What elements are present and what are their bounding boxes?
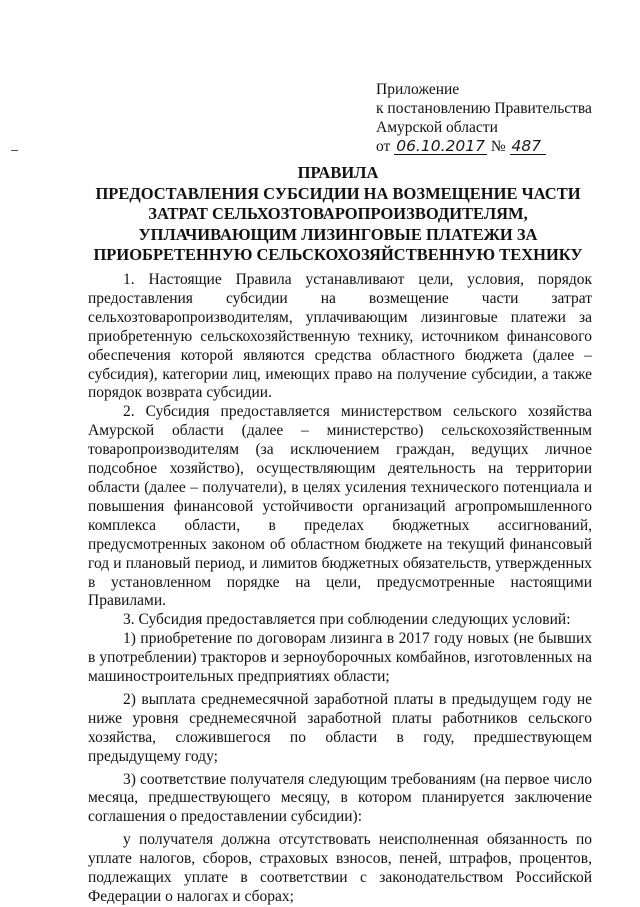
handwritten-number: 487 [510, 138, 546, 155]
title-line: ПРЕДОСТАВЛЕНИЯ СУБСИДИИ НА ВОЗМЕЩЕНИЕ ЧАСТИ [95, 183, 581, 203]
appendix-date-number [376, 137, 616, 156]
appendix-label: Приложение [376, 81, 460, 98]
condition-3: 3) соответствие получателя следующим требованиям (на первое число месяца, предшествующего месяцу, в котором планируется заключение соглашения о предоставлении субсидии): [88, 770, 592, 826]
title-line: ЗАТРАТ СЕЛЬХОЗТОВАРОПРОИЗВОДИТЕЛЯМ, [148, 204, 528, 223]
title-line: УПЛАЧИВАЮЩИМ ЛИЗИНГОВЫЕ ПЛАТЕЖИ ЗА [138, 224, 538, 244]
from-label: от [376, 138, 391, 155]
document-body [88, 271, 592, 907]
condition-2: 2) выплата среднемесячной заработной платы в предыдущем году не ниже уровня среднемесячной заработной платы работников сельского хозяйства, сложившегося по области в году, предшествующем предыдущему году; [88, 690, 592, 765]
number-sign: № [490, 138, 506, 155]
title-line: ПРАВИЛА [297, 163, 379, 182]
requirement-taxes: у получателя должна отсутствовать неисполненная обязанность по уплате налогов, сборов, страховых взносов, пеней, штрафов, процентов, подлежащих уплате в соответствии с законодательством Российской Федерации о налогах и сборах; [88, 831, 592, 905]
paragraph-1: 1. Настоящие Правила устанавливают цели, условия, порядок предоставления субсидии на возмещение части затрат сельхозтоваропроизводителям, уплачивающим лизинговые платежи за приобретенную сельскохозяйственную технику, источником финансового обеспечения которой являются средства областного бюджета (далее – субсидия), категории лиц, имеющих право на получение субсидии, а также порядок возврата субсидии. [88, 271, 592, 402]
appendix-region: Амурской области [376, 119, 498, 136]
appendix-resolution: к постановлению Правительства [376, 100, 592, 117]
document-title [84, 163, 592, 266]
paragraph-2: 2. Субсидия предоставляется министерством сельского хозяйства Амурской области (далее – министерство) сельскохозяйственным товаропроизводителям (за исключением граждан, ведущих личное подсобное хозяйство), осуществляющим деятельность на территории области (далее – получатели), в целях усиления технического потенциала и повышения финансовой устойчивости организаций агропромышленного комплекса области, в пределах бюджетных ассигнований, предусмотренных законом об областном бюджете на текущий финансовый год и плановый период, и лимитов бюджетных обязательств, утвержденных в установленном порядке на цели, предусмотренные настоящими Правилами. [88, 403, 592, 610]
paragraph-3: 3. Субсидия предоставляется при соблюдении следующих условий: [123, 611, 571, 629]
handwritten-date: 06.10.2017 [396, 137, 485, 155]
condition-1: 1) приобретение по договорам лизинга в 2017 году новых (не бывших в употреблении) тракторов и зерноуборочных комбайнов, изготовленных на машиностроительных предприятиях области; [88, 630, 592, 686]
title-line: ПРИОБРЕТЕННУЮ СЕЛЬСКОХОЗЯЙСТВЕННУЮ ТЕХНИКУ [93, 245, 583, 264]
appendix-block [376, 80, 616, 156]
margin-mark [11, 150, 18, 151]
